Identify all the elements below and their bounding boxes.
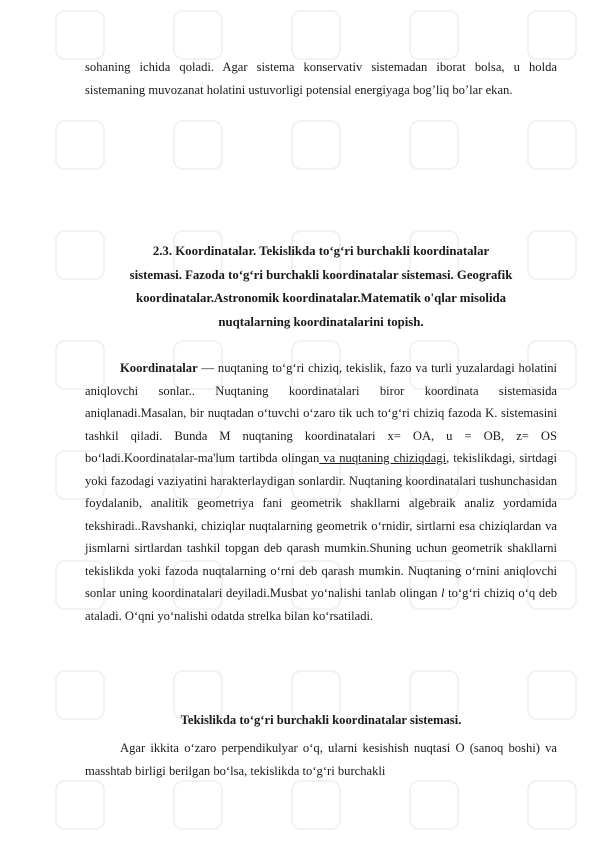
term-koordinatalar: Koordinatalar xyxy=(120,361,198,375)
italic-symbol: l xyxy=(437,586,445,600)
watermark-shape xyxy=(173,10,223,60)
watermark-shape xyxy=(173,780,223,830)
watermark-shape xyxy=(409,10,459,60)
watermark-shape xyxy=(291,120,341,170)
intro-paragraph: sohaning ichida qoladi. Agar sistema konservativ sistemadan iborat bolsa, u holda sistemaning muvozanat holatini ustuvorligi potensial energiyaga bog’liq bo’lar ekan. xyxy=(85,60,557,97)
watermark-shape xyxy=(527,780,577,830)
watermark-shape xyxy=(409,120,459,170)
definition-text: to‘g‘ri chiziq o‘q deb ataladi. O‘qni yo‘nalishi odatda strelka bilan ko‘rsatiladi. xyxy=(85,586,557,623)
definition-paragraph xyxy=(85,357,557,627)
definition-text: — nuqtaning to‘g‘ri chiziq, tekislik, fazo va turli yuzalardagi holatini aniqlovchi sonlar.. Nuqtaning koordinatalari biror koordinata sistemasida aniqlanadi.Masalan, bir nuqtadan o‘tuvchi o‘zaro tik uch to‘g‘ri chiziq fazoda K. sistemasini tashkil qiladi. Bunda M nuqtaning koordinatalari x= OA, u = OB, z= OS bo‘ladi.Koordinatalar-ma'lum tartibda olingan xyxy=(85,361,557,465)
section-heading-line: sistemasi. Fazoda to‘g‘ri burchakli koordinatalar sistemasi. Geografik xyxy=(129,267,513,282)
watermark-shape xyxy=(527,10,577,60)
section-heading-line: 2.3. Koordinatalar. Tekislikda to‘g‘ri burchakli koordinatalar xyxy=(152,244,490,258)
watermark-shape xyxy=(173,120,223,170)
underlined-link[interactable]: va nuqtaning chiziqdagi xyxy=(319,451,447,465)
section-heading xyxy=(85,240,557,334)
watermark-shape xyxy=(55,780,105,830)
section-heading-line: koordinatalar.Astronomik koordinatalar.Matematik o'qlar misolida xyxy=(135,291,507,305)
definition-text: , tekislikdagi, sirtdagi yoki fazodagi vaziyatini harakterlaydigan sonlardir. Nuqtaning koordinatalari tushunchasidan foydalanib, analitik geometriya fani geometrik shakllarni algebraik analiz yordamida tekshiradi..Ravshanki, chiziqlar nuqtalarning geometrik o‘rnidir, sirtlarni esa chiziqlardan va jismlarni sirtlardan tashkil topgan deb qarash mumkin.Shuning uchun geometrik shakllarni tekislikda yoki fazoda nuqtalarning o‘rni deb qarash mumkin. Nuqtaning o‘rnini aniqlovchi sonlar uning koordinatalari deyiladi.Musbat yo‘nalishi tanlab olingan xyxy=(85,451,558,600)
watermark-shape xyxy=(55,120,105,170)
paragraph-3: Agar ikkita o‘zaro perpendikulyar o‘q, ularni kesishish nuqtasi O (sanoq boshi) va masshtab birligi berilgan bo‘lsa, tekislikda to‘g‘ri burchakli xyxy=(85,741,557,778)
watermark-shape xyxy=(409,780,459,830)
watermark-shape xyxy=(291,10,341,60)
subheading: Tekislikda to‘g‘ri burchakli koordinatalar sistemasi. xyxy=(180,713,462,727)
section-heading-line: nuqtalarning koordinatalarini topish. xyxy=(218,314,424,329)
watermark-shape xyxy=(527,120,577,170)
watermark-shape xyxy=(55,10,105,60)
watermark-shape xyxy=(291,780,341,830)
